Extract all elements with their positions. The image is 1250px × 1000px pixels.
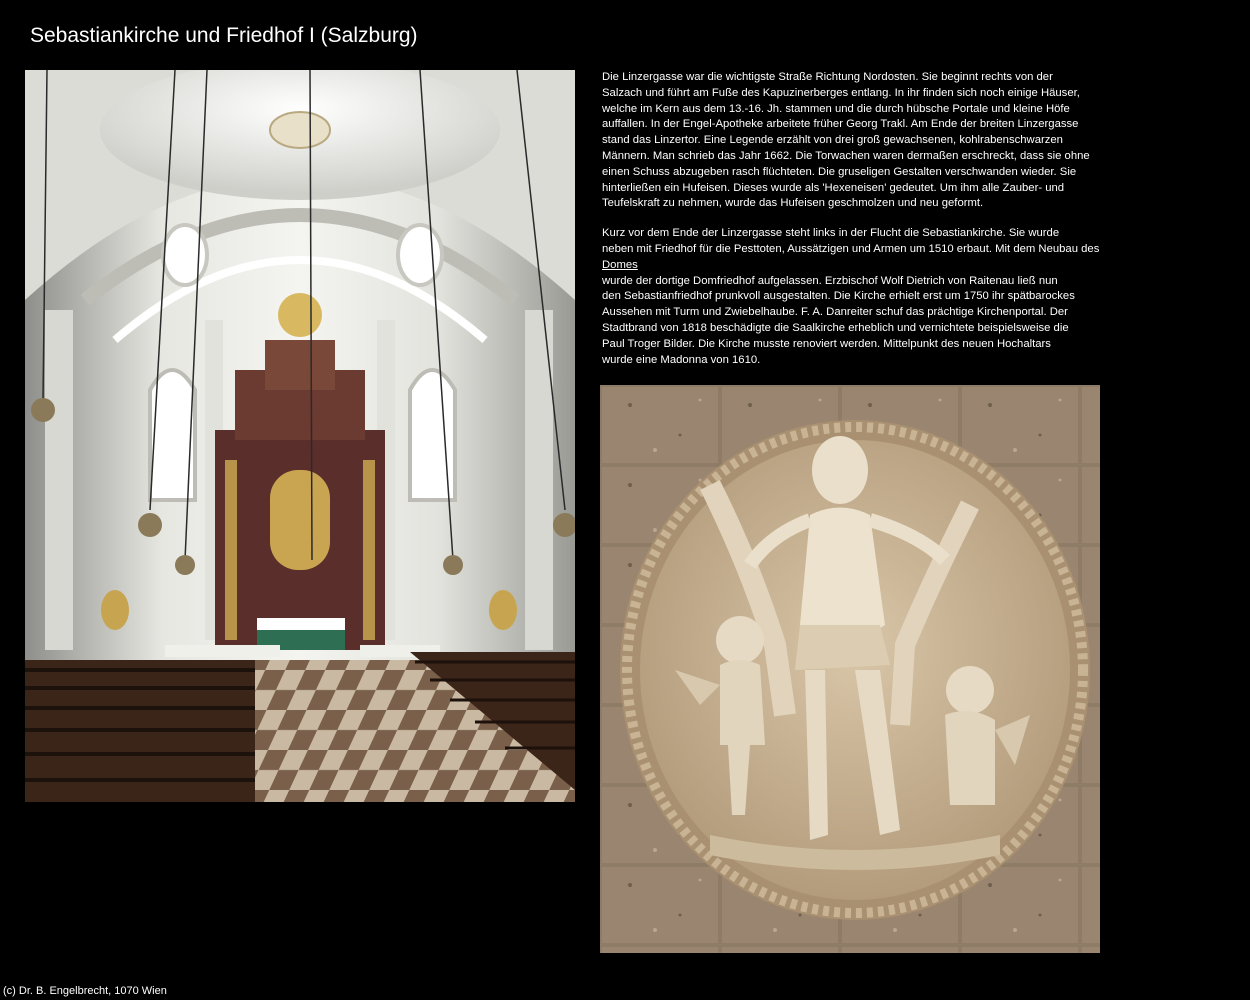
text-line: Salzach und führt am Fuße des Kapuzinerberges entlang. In ihr finden sich noch einige Häuser, xyxy=(602,86,1080,99)
text-line: Stadtbrand von 1818 beschädigte die Saalkirche erheblich und vernichtete beispielsweise die xyxy=(602,321,1069,334)
text-line: neben mit Friedhof für die Pesttoten, Aussätzigen und Armen um 1510 erbaut. Mit dem Neubau des xyxy=(602,242,1100,255)
text-line: wurde eine Madonna von 1610. xyxy=(602,353,761,366)
text-line: einen Schuss abzugeben rasch flüchteten. Die gruseligen Gestalten verschwanden wieder. Sie xyxy=(602,165,1077,178)
text-line: stand das Linzertor. Eine Legende erzählt von drei groß gewachsenen, kohlrabenschwarzen xyxy=(602,134,1063,147)
text-line: Aussehen mit Turm und Zwiebelhaube. F. A. Danreiter schuf das prächtige Kirchenportal. Der xyxy=(602,306,1068,319)
text-line: wurde der dortige Domfriedhof aufgelassen. Erzbischof Wolf Dietrich von Raitenau ließ nun xyxy=(602,274,1058,287)
text-line: den Sebastianfriedhof prunkvoll ausgestalten. Die Kirche erhielt erst um 1750 ihr spätbarockes xyxy=(602,290,1075,303)
copyright-footer: (c) Dr. B. Engelbrecht, 1070 Wien xyxy=(3,985,167,997)
paragraph-linzergasse xyxy=(602,70,1162,212)
text-line: Kurz vor dem Ende der Linzergasse steht links in der Flucht die Sebastiankirche. Sie wurde xyxy=(602,227,1060,240)
domes-link[interactable]: Domes xyxy=(602,258,638,271)
saint-sebastian-relief-photo[interactable] xyxy=(600,385,1100,953)
text-line: Paul Troger Bilder. Die Kirche musste renoviert werden. Mittelpunkt des neuen Hochaltars xyxy=(602,337,1051,350)
text-line: Männern. Man schrieb das Jahr 1662. Die Torwachen waren dermaßen erschreckt, dass sie ohne xyxy=(602,149,1090,162)
text-line: Teufelskraft zu nehmen, wurde das Hufeisen geschmolzen und neu geformt. xyxy=(602,197,984,210)
page-title: Sebastiankirche und Friedhof I (Salzburg) xyxy=(30,24,418,47)
text-line: hinterließen ein Hufeisen. Dieses wurde als 'Hexeneisen' gedeutet. Um ihm alle Zauber- und xyxy=(602,181,1065,194)
text-line: Die Linzergasse war die wichtigste Straße Richtung Nordosten. Sie beginnt rechts von der xyxy=(602,71,1053,83)
article-text xyxy=(602,70,1162,382)
church-interior-image xyxy=(25,70,575,802)
text-line: welche im Kern aus dem 13.-16. Jh. stammen und die durch hübsche Portale und kleine Höfe xyxy=(602,102,1070,115)
saint-sebastian-relief-image xyxy=(600,385,1100,953)
text-line: auffallen. In der Engel-Apotheke arbeitete früher Georg Trakl. Am Ende der breiten Linzergasse xyxy=(602,118,1079,131)
paragraph-sebastiankirche xyxy=(602,226,1162,368)
church-interior-photo[interactable] xyxy=(25,70,575,802)
